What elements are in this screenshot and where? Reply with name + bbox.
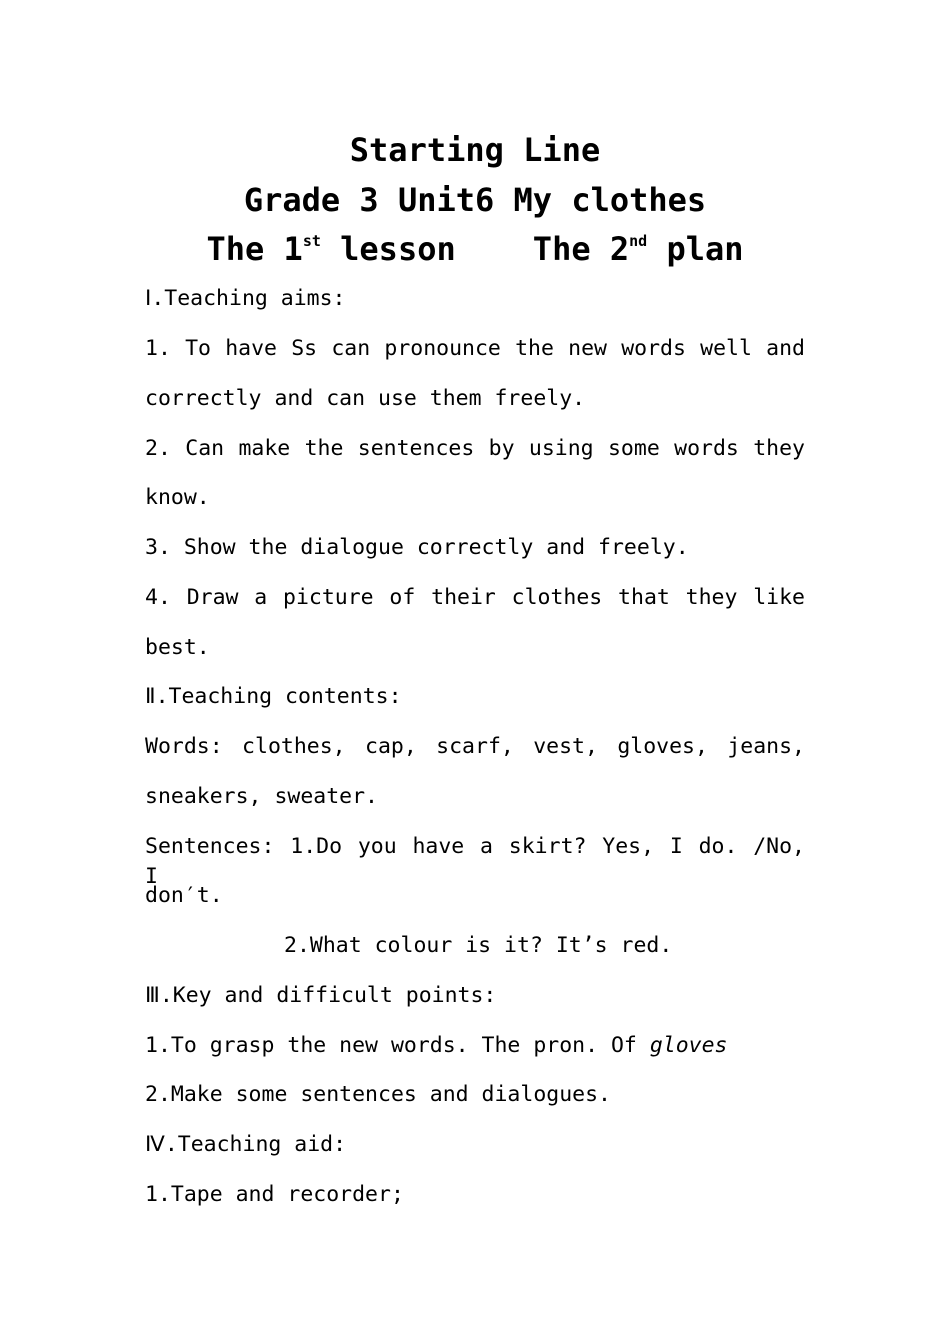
aim-2-line-1: 2. Can make the sentences by using some words they <box>145 436 805 461</box>
teaching-aid-1: 1.Tape and recorder; <box>145 1182 404 1207</box>
aim-1-line-1: 1. To have Ss can pronounce the new words well and <box>145 336 805 361</box>
aim-3: 3. Show the dialogue correctly and freely. <box>145 535 689 560</box>
aim-4-line-1: 4. Draw a picture of their clothes that they like <box>145 585 805 610</box>
teaching-aims-heading: Ⅰ.Teaching aims: <box>145 286 346 311</box>
key-point-2: 2.Make some sentences and dialogues. <box>145 1082 611 1107</box>
unit-title: Grade 3 Unit6 My clothes <box>243 181 707 219</box>
sentences-line-3: 2.What colour is it? It’s red. <box>284 933 673 958</box>
lesson-prefix: The 1 <box>206 230 303 268</box>
plan-sup: nd <box>629 232 648 250</box>
key-point-1 <box>145 1031 805 1061</box>
sentences-line-1: Sentences: 1.Do you have a skirt? Yes, I do. /No, I <box>145 834 805 889</box>
aim-2-line-2: know. <box>145 485 210 510</box>
teaching-aid-heading: Ⅳ.Teaching aid: <box>145 1132 347 1157</box>
key-points-heading: Ⅲ.Key and difficult points: <box>145 983 497 1008</box>
key-point-1-text: 1.To grasp the new words. The pron. Of <box>145 1033 650 1058</box>
document-title: Starting Line <box>349 131 601 169</box>
lesson-mid: lesson The 2 <box>320 230 630 268</box>
key-point-1-italic: gloves <box>649 1033 728 1058</box>
words-line-1: Words: clothes, cap, scarf, vest, gloves, jeans, <box>145 734 805 759</box>
plan-suffix: plan <box>647 230 744 268</box>
lesson-sup: st <box>302 232 321 250</box>
aim-4-line-2: best. <box>145 635 210 660</box>
aim-1-line-2: correctly and can use them freely. <box>145 386 586 411</box>
lesson-title <box>0 229 950 269</box>
sentences-line-2: don′t. <box>145 883 223 908</box>
words-line-2: sneakers, sweater. <box>145 784 378 809</box>
teaching-contents-heading: Ⅱ.Teaching contents: <box>145 684 402 709</box>
